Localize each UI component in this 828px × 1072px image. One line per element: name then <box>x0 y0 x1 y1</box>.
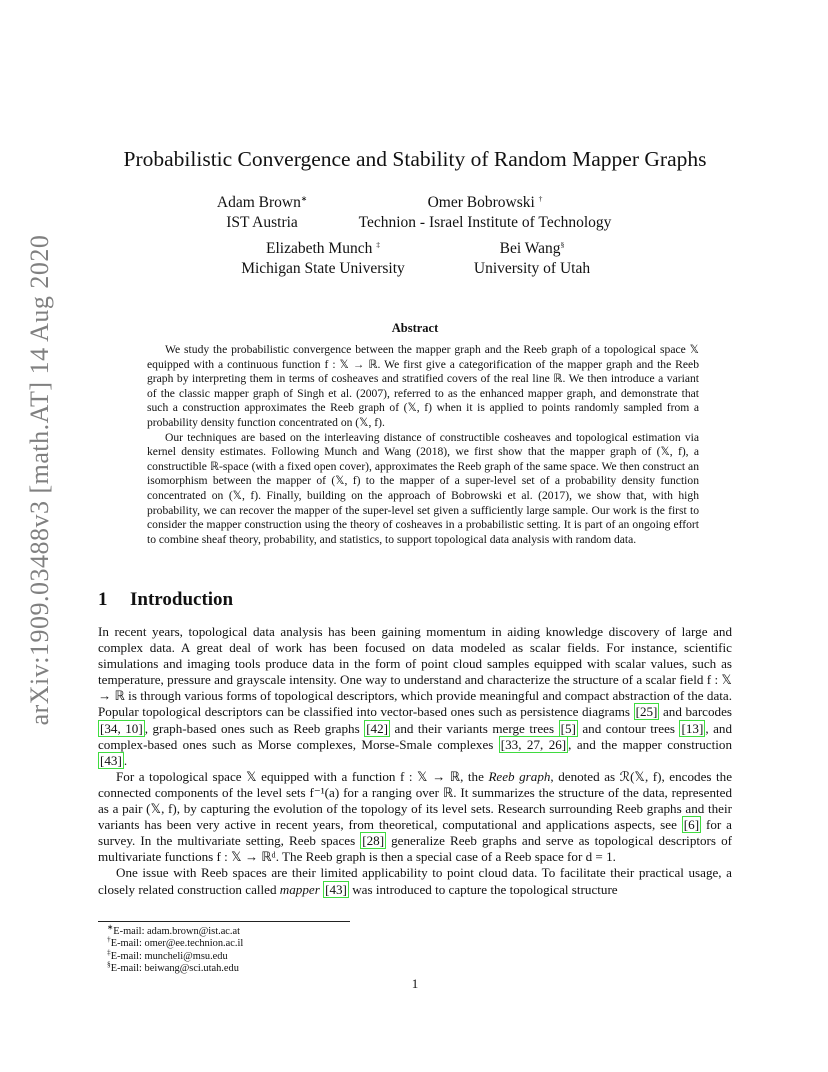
footnote-rule <box>98 921 350 922</box>
abstract-heading: Abstract <box>391 321 439 335</box>
page-number: 1 <box>411 976 419 991</box>
body-paragraph: For a topological space 𝕏 equipped with a function f : 𝕏 → ℝ, the Reeb graph, denoted as ℛ(𝕏, f), encodes the connected components of the level sets f⁻¹(a) for a ranging over ℝ. It summarizes the structure of the data, represented as a pair (𝕏, f), by capturing the evolution of the topology of its level sets. Research surrounding Reeb graphs and their variants has been very active in recent years, from theoretical, computational and applications aspects, see [6] for a survey. In the multivariate setting, Reeb spaces [28] generalize Reeb graphs and serve as topological descriptors of multivariate functions f : 𝕏 → ℝᵈ. The Reeb graph is then a special case of a Reeb space for d = 1. <box>98 768 733 865</box>
footnotes <box>107 922 244 976</box>
paper-title: Probabilistic Convergence and Stability of Random Mapper Graphs <box>123 147 707 171</box>
arxiv-sidebar <box>20 234 60 726</box>
author-brown <box>202 193 322 233</box>
author-affiliation: University of Utah <box>473 260 591 277</box>
footnote-mark: § <box>560 239 565 249</box>
author-munch <box>228 239 418 279</box>
footnote: ∗E-mail: adam.brown@ist.ac.at <box>107 922 241 937</box>
footnote-mark: † <box>538 193 543 203</box>
author-name: Adam Brown <box>216 194 301 211</box>
footnote: ‡E-mail: muncheli@msu.edu <box>107 947 228 962</box>
citation-link[interactable]: [6] <box>683 817 700 833</box>
footnote-mark: ∗ <box>300 193 308 203</box>
emphasis: mapper <box>279 881 320 897</box>
footnote: †E-mail: omer@ee.technion.ac.il <box>107 934 244 950</box>
section-number: 1 <box>98 589 108 610</box>
abstract-paragraph: We study the probabilistic convergence between the mapper graph and the Reeb graph of a topological space 𝕏 equipped with a continuous function f : 𝕏 → ℝ. We first give a categorification of the mapper graph and the Reeb graph by interpreting them in terms of cosheaves and stratified covers of the real line ℝ. We then introduce a variant of the classic mapper graph of Singh et al. (2007), referred to as the enhanced mapper graph, and demonstrate that such a construction approximates the Reeb graph of (𝕏, f) when it is applied to points randomly sampled from a probability density function concentrated on (𝕏, f). <box>147 343 699 429</box>
introduction-body <box>98 624 732 898</box>
author-affiliation: Technion - Israel Institute of Technology <box>358 214 612 231</box>
citation-link[interactable]: [42] <box>366 720 389 736</box>
body-paragraph: One issue with Reeb spaces are their limited applicability to point cloud data. To facilitate their practical usage, a closely related construction called mapper [43] was introduced to capture the topological structure <box>98 865 732 897</box>
citation-link[interactable]: [28] <box>362 833 385 849</box>
citation-link[interactable]: [43] <box>100 752 122 768</box>
citation-link[interactable]: [25] <box>635 704 658 720</box>
author-affiliation: Michigan State University <box>241 260 405 277</box>
author-bobrowski <box>340 193 630 233</box>
footnote-mark: ‡ <box>376 239 380 249</box>
citation-link[interactable]: [33, 27, 26] <box>500 736 567 752</box>
abstract-paragraph: Our techniques are based on the interleaving distance of constructible cosheaves and topological estimation via kernel density estimates. Following Munch and Wang (2018), we first show that the mapper graph of (𝕏, f), a constructible ℝ-space (with a fixed open cover), approximates the Reeb graph of the same space. We then construct an isomorphism between the mapper of (𝕏, f) to the mapper of a super-level set of a probability density function concentrated on (𝕏, f). Finally, building on the approach of Bobrowski et al. (2017), we show that, with high probability, we can recover the mapper of the super-level set given a sufficiently large sample. Our work is the first to consider the mapper construction using the theory of cosheaves in a probabilistic setting. It is part of an ongoing effort to combine sheaf theory, probability, and statistics, to support topological data analysis with random data. <box>147 430 699 546</box>
author-affiliation: IST Austria <box>226 214 298 231</box>
arxiv-identifier: arXiv:1909.03488v3 [math.AT] 14 Aug 2020 <box>25 234 54 726</box>
section-title: Introduction <box>130 589 234 610</box>
body-paragraph: In recent years, topological data analysis has been gaining momentum in aiding knowledge discovery of large and complex data. A great deal of work has been focused on data modeled as scalar fields. For instance, scientific simulations and imaging tools produce data in the form of point cloud samples equipped with scalar values, such as temperature, pressure and grayscale intensity. One way to understand and characterize the structure of a scalar field f : 𝕏 → ℝ is through various forms of topological descriptors, which provide meaningful and compact abstraction of the data. Popular topological descriptors can be classified into vector-based ones such as persistence diagrams [25] and barcodes [34, 10] , graph-based ones such as Reeb graphs [42] and their variants merge trees [5] and contour trees [13] , and complex-based ones such as Morse complexes, Morse-Smale complexes [33, 27, 26] , and the mapper construction [43] . <box>98 624 732 768</box>
citation-link[interactable]: [34, 10] <box>100 720 143 736</box>
author-name: Bei Wang <box>499 240 561 257</box>
author-wang <box>460 239 604 279</box>
abstract-body <box>147 343 699 547</box>
author-name: Omer Bobrowski <box>427 194 535 211</box>
citation-link[interactable]: [43] <box>325 881 347 897</box>
author-name: Elizabeth Munch <box>266 240 373 257</box>
citation-link[interactable]: [5] <box>560 720 576 736</box>
footnote: §E-mail: beiwang@sci.utah.edu <box>107 959 239 975</box>
emphasis: Reeb graph <box>488 768 551 784</box>
section-heading <box>98 589 233 611</box>
citation-link[interactable]: [13] <box>681 720 704 736</box>
